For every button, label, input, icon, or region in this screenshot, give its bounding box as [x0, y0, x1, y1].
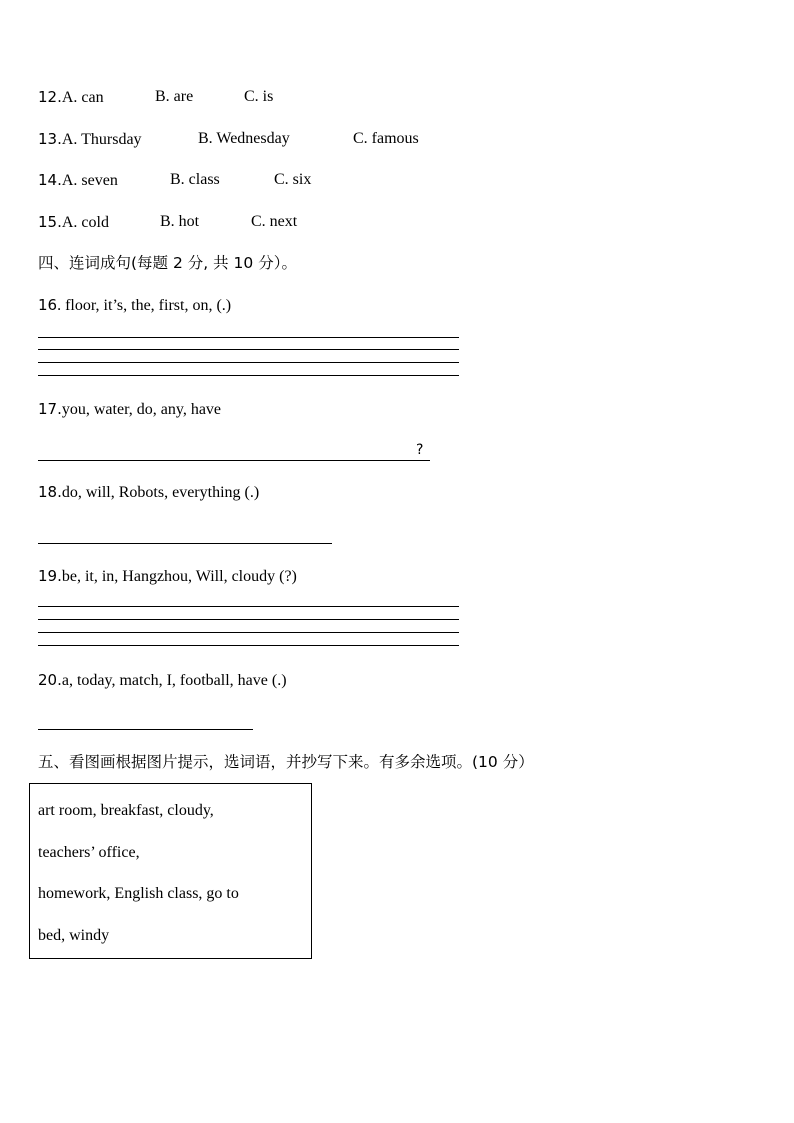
option-a: A. cold: [61, 214, 109, 231]
option-c: C. famous: [353, 130, 419, 147]
question-number: 17.: [38, 400, 62, 418]
question-number: 13.: [38, 130, 62, 148]
word-bank-line: homework, English class, go to: [38, 885, 239, 902]
question-text: . floor, it’s, the, first, on, (.): [57, 297, 232, 314]
option-b: B. are: [155, 88, 194, 105]
option-a: A. can: [61, 89, 104, 106]
question-mark: ?: [416, 442, 424, 458]
word-bank-box: [29, 783, 312, 959]
question-17: [38, 399, 221, 420]
option-a: A. seven: [61, 172, 118, 189]
answer-line: [38, 375, 459, 376]
question-number: 12.: [38, 88, 62, 106]
question-12: [38, 87, 274, 108]
option-c: C. next: [251, 213, 298, 230]
option-b: B. class: [170, 171, 220, 188]
section-5-heading: 五、看图画根据图片提示，选词语，并抄写下来。有多余选项。(10 分）: [38, 753, 534, 771]
answer-line: [38, 606, 459, 607]
option-c: C. is: [244, 88, 274, 105]
question-18: [38, 482, 259, 503]
question-text: a, today, match, I, football, have (.): [61, 672, 287, 689]
question-number: 18.: [38, 483, 62, 501]
option-b: B. Wednesday: [198, 130, 290, 147]
option-b: B. hot: [160, 213, 200, 230]
answer-line: [38, 632, 459, 633]
option-c: C. six: [274, 171, 312, 188]
word-bank-line: art room, breakfast, cloudy,: [38, 802, 214, 819]
question-text: you, water, do, any, have: [61, 401, 222, 418]
question-13: [38, 129, 419, 150]
question-16: [38, 295, 231, 316]
answer-line: [38, 460, 430, 461]
question-text: be, it, in, Hangzhou, Will, cloudy (?): [61, 568, 297, 585]
question-14: [38, 170, 312, 191]
section-4-heading: 四、连词成句(每题 2 分, 共 10 分）。: [38, 254, 297, 272]
word-bank-line: teachers’ office,: [38, 844, 140, 861]
question-19: [38, 566, 297, 587]
question-number: 20.: [38, 671, 62, 689]
answer-line: [38, 619, 459, 620]
answer-line: [38, 543, 332, 544]
question-number: 14.: [38, 171, 62, 189]
question-text: do, will, Robots, everything (.): [61, 484, 260, 501]
word-bank-line: bed, windy: [38, 927, 110, 944]
option-a: A. Thursday: [61, 131, 142, 148]
answer-line: [38, 337, 459, 338]
question-15: [38, 212, 298, 233]
question-number: 16: [38, 296, 58, 314]
answer-line: [38, 349, 459, 350]
question-20: [38, 670, 287, 691]
question-number: 19.: [38, 567, 62, 585]
answer-line: [38, 362, 459, 363]
answer-line: [38, 645, 459, 646]
question-number: 15.: [38, 213, 62, 231]
answer-line: [38, 729, 253, 730]
